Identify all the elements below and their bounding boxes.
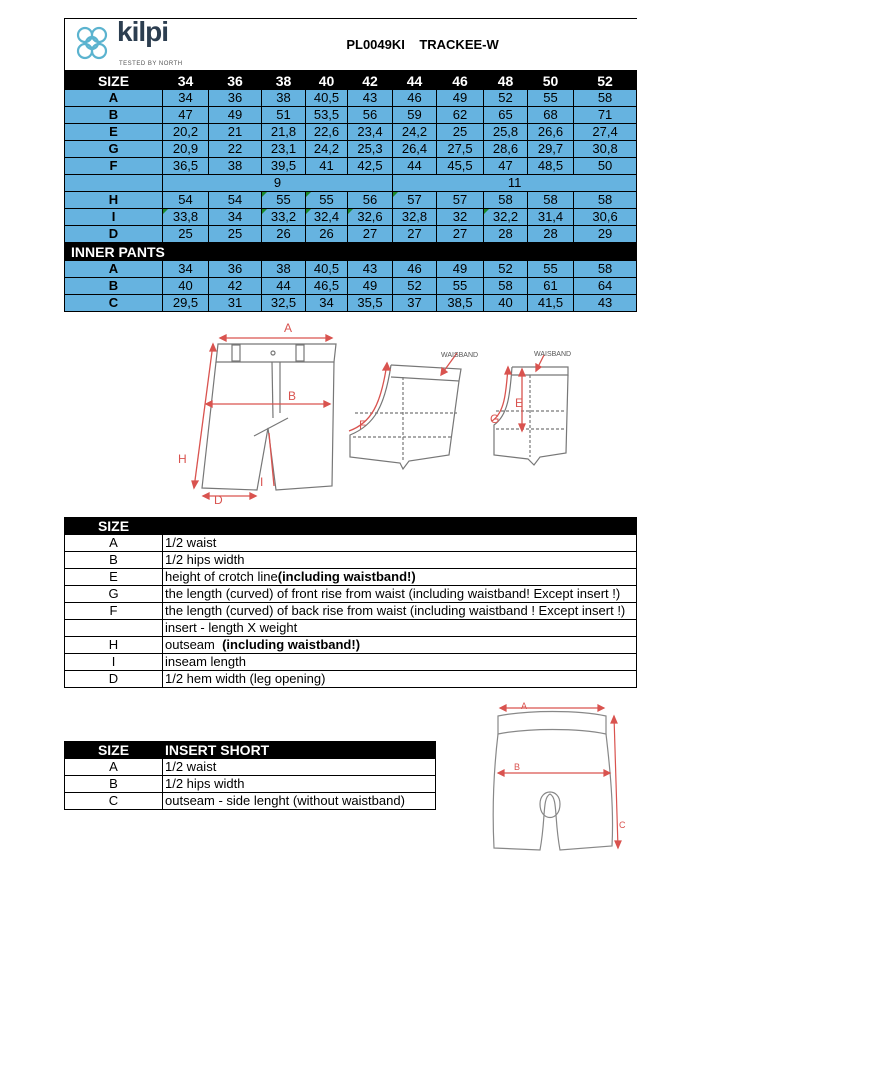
measure-row-e xyxy=(65,124,637,141)
insert-key: A xyxy=(65,759,163,776)
kilpi-knot-icon xyxy=(71,23,117,65)
desc-value xyxy=(163,637,637,654)
cell: 48,5 xyxy=(528,158,574,175)
cell: 36 xyxy=(209,261,262,278)
cell: 25,8 xyxy=(484,124,528,141)
cell: 25 xyxy=(437,124,484,141)
cell: 43 xyxy=(574,295,637,312)
cell: 58 xyxy=(528,192,574,209)
size-column-header: 46 xyxy=(437,71,484,90)
cell: 22 xyxy=(209,141,262,158)
cell: 29,5 xyxy=(163,295,209,312)
cell: 55 xyxy=(306,192,348,209)
desc-text: outseam xyxy=(165,637,223,652)
row-label: F xyxy=(65,158,163,175)
logo-tagline: TESTED BY NORTH xyxy=(119,61,183,67)
insert-short-table xyxy=(64,741,436,810)
cell: 55 xyxy=(437,278,484,295)
cell: 45,5 xyxy=(437,158,484,175)
desc-row xyxy=(65,654,637,671)
insert-row xyxy=(65,759,436,776)
cell: 49 xyxy=(437,261,484,278)
desc-size-header: SIZE xyxy=(65,518,163,535)
cell: 40 xyxy=(163,278,209,295)
cell: 58 xyxy=(574,261,637,278)
insert-label-a: A xyxy=(521,701,528,711)
cell: 46,5 xyxy=(306,278,348,295)
insert-label-b: B xyxy=(514,762,521,772)
cell: 54 xyxy=(163,192,209,209)
label-f: F xyxy=(359,418,367,432)
label-b: B xyxy=(288,389,297,403)
desc-key: B xyxy=(65,552,163,569)
cell: 43 xyxy=(348,261,393,278)
insert-title: INSERT SHORT xyxy=(163,742,436,759)
cell: 35,5 xyxy=(348,295,393,312)
desc-row xyxy=(65,535,637,552)
cell: 47 xyxy=(484,158,528,175)
size-column-header: 36 xyxy=(209,71,262,90)
cell: 32,5 xyxy=(262,295,306,312)
desc-key: H xyxy=(65,637,163,654)
cell: 52 xyxy=(393,278,437,295)
title-cell xyxy=(209,19,637,72)
desc-text: 1/2 waist xyxy=(165,535,217,550)
cell: 52 xyxy=(484,90,528,107)
desc-text: inseam length xyxy=(165,654,246,669)
label-e: E xyxy=(515,396,524,410)
cell: 55 xyxy=(262,192,306,209)
cell: 59 xyxy=(393,107,437,124)
desc-key: G xyxy=(65,586,163,603)
desc-row xyxy=(65,637,637,654)
desc-text: 1/2 hips width xyxy=(165,552,245,567)
insert-size-header: SIZE xyxy=(65,742,163,759)
cell: 25 xyxy=(163,226,209,243)
shorts-front-diagram xyxy=(172,318,342,506)
row-label: G xyxy=(65,141,163,158)
insert-row xyxy=(65,776,436,793)
insert-value: outseam - side lenght (without waistband) xyxy=(163,793,436,810)
cell: 26,6 xyxy=(528,124,574,141)
desc-value xyxy=(163,603,637,620)
desc-header-row xyxy=(65,518,637,535)
cell: 26 xyxy=(262,226,306,243)
logo-cell xyxy=(65,19,209,72)
cell: 38 xyxy=(262,261,306,278)
row-label: B xyxy=(65,107,163,124)
desc-key: F xyxy=(65,603,163,620)
desc-key xyxy=(65,620,163,637)
cell: 71 xyxy=(574,107,637,124)
cell: 34 xyxy=(163,261,209,278)
cell: 20,9 xyxy=(163,141,209,158)
desc-text: insert - length X weight xyxy=(165,620,298,635)
cell: 28 xyxy=(528,226,574,243)
size-column-header: 48 xyxy=(484,71,528,90)
cell: 49 xyxy=(437,90,484,107)
cell: 50 xyxy=(574,158,637,175)
cell: 65 xyxy=(484,107,528,124)
measure-row-h xyxy=(65,192,637,209)
cell: 28 xyxy=(484,226,528,243)
row-label: B xyxy=(65,278,163,295)
cell: 46 xyxy=(393,90,437,107)
desc-row xyxy=(65,620,637,637)
row-label: E xyxy=(65,124,163,141)
cell: 29 xyxy=(574,226,637,243)
cell: 58 xyxy=(574,192,637,209)
cell: 64 xyxy=(574,278,637,295)
back-rise-diagram xyxy=(345,345,485,473)
desc-value xyxy=(163,620,637,637)
cell: 47 xyxy=(163,107,209,124)
size-column-header: 52 xyxy=(574,71,637,90)
waisband-label-1: WAISBAND xyxy=(441,352,479,359)
cell: 27 xyxy=(437,226,484,243)
cell: 32,8 xyxy=(393,209,437,226)
cell: 38 xyxy=(209,158,262,175)
desc-row xyxy=(65,552,637,569)
cell: 26,4 xyxy=(393,141,437,158)
cell: 25,3 xyxy=(348,141,393,158)
measurement-description-table xyxy=(64,517,637,688)
label-a: A xyxy=(284,321,293,335)
cell: 36 xyxy=(209,90,262,107)
cell: 29,7 xyxy=(528,141,574,158)
cell: 30,6 xyxy=(574,209,637,226)
cell: 23,1 xyxy=(262,141,306,158)
insert-key: C xyxy=(65,793,163,810)
measure-row-b xyxy=(65,107,637,124)
desc-value xyxy=(163,535,637,552)
cell: 31,4 xyxy=(528,209,574,226)
insert-header-row xyxy=(65,742,436,759)
desc-text: the length (curved) of front rise from waist (including waistband! Except insert !) xyxy=(165,586,621,601)
label-h: H xyxy=(178,452,187,466)
size-column-header: 34 xyxy=(163,71,209,90)
document-title: PL0049KI TRACKEE-W xyxy=(346,36,499,52)
size-column-header: 44 xyxy=(393,71,437,90)
cell: 23,4 xyxy=(348,124,393,141)
label-d: D xyxy=(214,493,223,506)
row-label: H xyxy=(65,192,163,209)
inner-row-a xyxy=(65,261,637,278)
cell: 27,5 xyxy=(437,141,484,158)
cell: 33,8 xyxy=(163,209,209,226)
cell: 44 xyxy=(262,278,306,295)
cell: 32,2 xyxy=(484,209,528,226)
cell: 38 xyxy=(262,90,306,107)
desc-key: E xyxy=(65,569,163,586)
cell: 31 xyxy=(209,295,262,312)
desc-value xyxy=(163,586,637,603)
desc-text: 1/2 hem width (leg opening) xyxy=(165,671,326,686)
desc-value xyxy=(163,654,637,671)
cell: 46 xyxy=(393,261,437,278)
cell: 52 xyxy=(484,261,528,278)
waisband-label-2: WAISBAND xyxy=(534,351,572,358)
desc-row xyxy=(65,603,637,620)
row-label: I xyxy=(65,209,163,226)
desc-value xyxy=(163,671,637,688)
desc-text: the length (curved) of back rise from waist (including waistband ! Except insert !) xyxy=(165,603,626,618)
cell: 55 xyxy=(528,261,574,278)
cell: 32,6 xyxy=(348,209,393,226)
cell: 32 xyxy=(437,209,484,226)
cell: 27 xyxy=(348,226,393,243)
measure-row-d xyxy=(65,226,637,243)
cell: 40,5 xyxy=(306,90,348,107)
cell: 32,4 xyxy=(306,209,348,226)
measure-row-a xyxy=(65,90,637,107)
cell: 54 xyxy=(209,192,262,209)
cell: 33,2 xyxy=(262,209,306,226)
desc-row xyxy=(65,586,637,603)
insert-label-c: C xyxy=(619,820,626,830)
cell: 43 xyxy=(348,90,393,107)
cell: 42,5 xyxy=(348,158,393,175)
logo-text: kilpi xyxy=(117,18,169,47)
measure-row-i xyxy=(65,209,637,226)
cell: 28,6 xyxy=(484,141,528,158)
desc-key: D xyxy=(65,671,163,688)
inner-row-c xyxy=(65,295,637,312)
cell: 41,5 xyxy=(528,295,574,312)
cell: 58 xyxy=(484,278,528,295)
desc-value xyxy=(163,552,637,569)
cell: 58 xyxy=(484,192,528,209)
cell: 56 xyxy=(348,107,393,124)
cell: 51 xyxy=(262,107,306,124)
cell: 21 xyxy=(209,124,262,141)
cell: 26 xyxy=(306,226,348,243)
cell: 24,2 xyxy=(306,141,348,158)
cell: 41 xyxy=(306,158,348,175)
cell: 68 xyxy=(528,107,574,124)
size-column-header: 40 xyxy=(306,71,348,90)
cell: 40,5 xyxy=(306,261,348,278)
cell: 27 xyxy=(393,226,437,243)
cell: 40 xyxy=(484,295,528,312)
cell: 27,4 xyxy=(574,124,637,141)
insert-value: 1/2 waist xyxy=(163,759,436,776)
desc-text: height of crotch line xyxy=(165,569,278,584)
cell: 25 xyxy=(209,226,262,243)
desc-key: A xyxy=(65,535,163,552)
insert-value-small: 9 xyxy=(163,175,393,192)
cell: 62 xyxy=(437,107,484,124)
row-label xyxy=(65,175,163,192)
cell: 53,5 xyxy=(306,107,348,124)
cell: 22,6 xyxy=(306,124,348,141)
cell: 57 xyxy=(393,192,437,209)
cell: 42 xyxy=(209,278,262,295)
insert-key: B xyxy=(65,776,163,793)
cell: 24,2 xyxy=(393,124,437,141)
measure-row-f xyxy=(65,158,637,175)
size-column-header: 42 xyxy=(348,71,393,90)
row-label: D xyxy=(65,226,163,243)
cell: 34 xyxy=(209,209,262,226)
inner-pants-label: INNER PANTS xyxy=(65,243,637,261)
size-chart-table xyxy=(64,18,637,312)
row-label: A xyxy=(65,261,163,278)
cell: 44 xyxy=(393,158,437,175)
cell: 49 xyxy=(209,107,262,124)
cell: 30,8 xyxy=(574,141,637,158)
cell: 21,8 xyxy=(262,124,306,141)
insert-row xyxy=(65,793,436,810)
label-i: I xyxy=(260,475,264,489)
desc-emphasis: (including waistband!) xyxy=(277,569,416,584)
size-header-row xyxy=(65,71,637,90)
front-rise-diagram xyxy=(488,345,578,467)
cell: 20,2 xyxy=(163,124,209,141)
cell: 39,5 xyxy=(262,158,306,175)
insert-value-large: 11 xyxy=(393,175,637,192)
inner-pants-header-row xyxy=(65,243,637,261)
label-g: G xyxy=(490,412,500,426)
desc-key: I xyxy=(65,654,163,671)
cell: 34 xyxy=(306,295,348,312)
cell: 61 xyxy=(528,278,574,295)
cell: 58 xyxy=(574,90,637,107)
size-label: SIZE xyxy=(65,71,163,90)
desc-emphasis: (including waistband!) xyxy=(222,637,361,652)
row-label: A xyxy=(65,90,163,107)
insert-short-diagram xyxy=(488,698,628,858)
header-row xyxy=(65,19,637,72)
size-column-header: 50 xyxy=(528,71,574,90)
cell: 57 xyxy=(437,192,484,209)
row-label: C xyxy=(65,295,163,312)
cell: 38,5 xyxy=(437,295,484,312)
desc-row xyxy=(65,671,637,688)
insert-size-row xyxy=(65,175,637,192)
cell: 36,5 xyxy=(163,158,209,175)
cell: 55 xyxy=(528,90,574,107)
inner-row-b xyxy=(65,278,637,295)
size-column-header: 38 xyxy=(262,71,306,90)
cell: 37 xyxy=(393,295,437,312)
insert-value: 1/2 hips width xyxy=(163,776,436,793)
desc-value xyxy=(163,569,637,586)
measure-row-g xyxy=(65,141,637,158)
cell: 34 xyxy=(163,90,209,107)
cell: 56 xyxy=(348,192,393,209)
desc-row xyxy=(65,569,637,586)
cell: 49 xyxy=(348,278,393,295)
